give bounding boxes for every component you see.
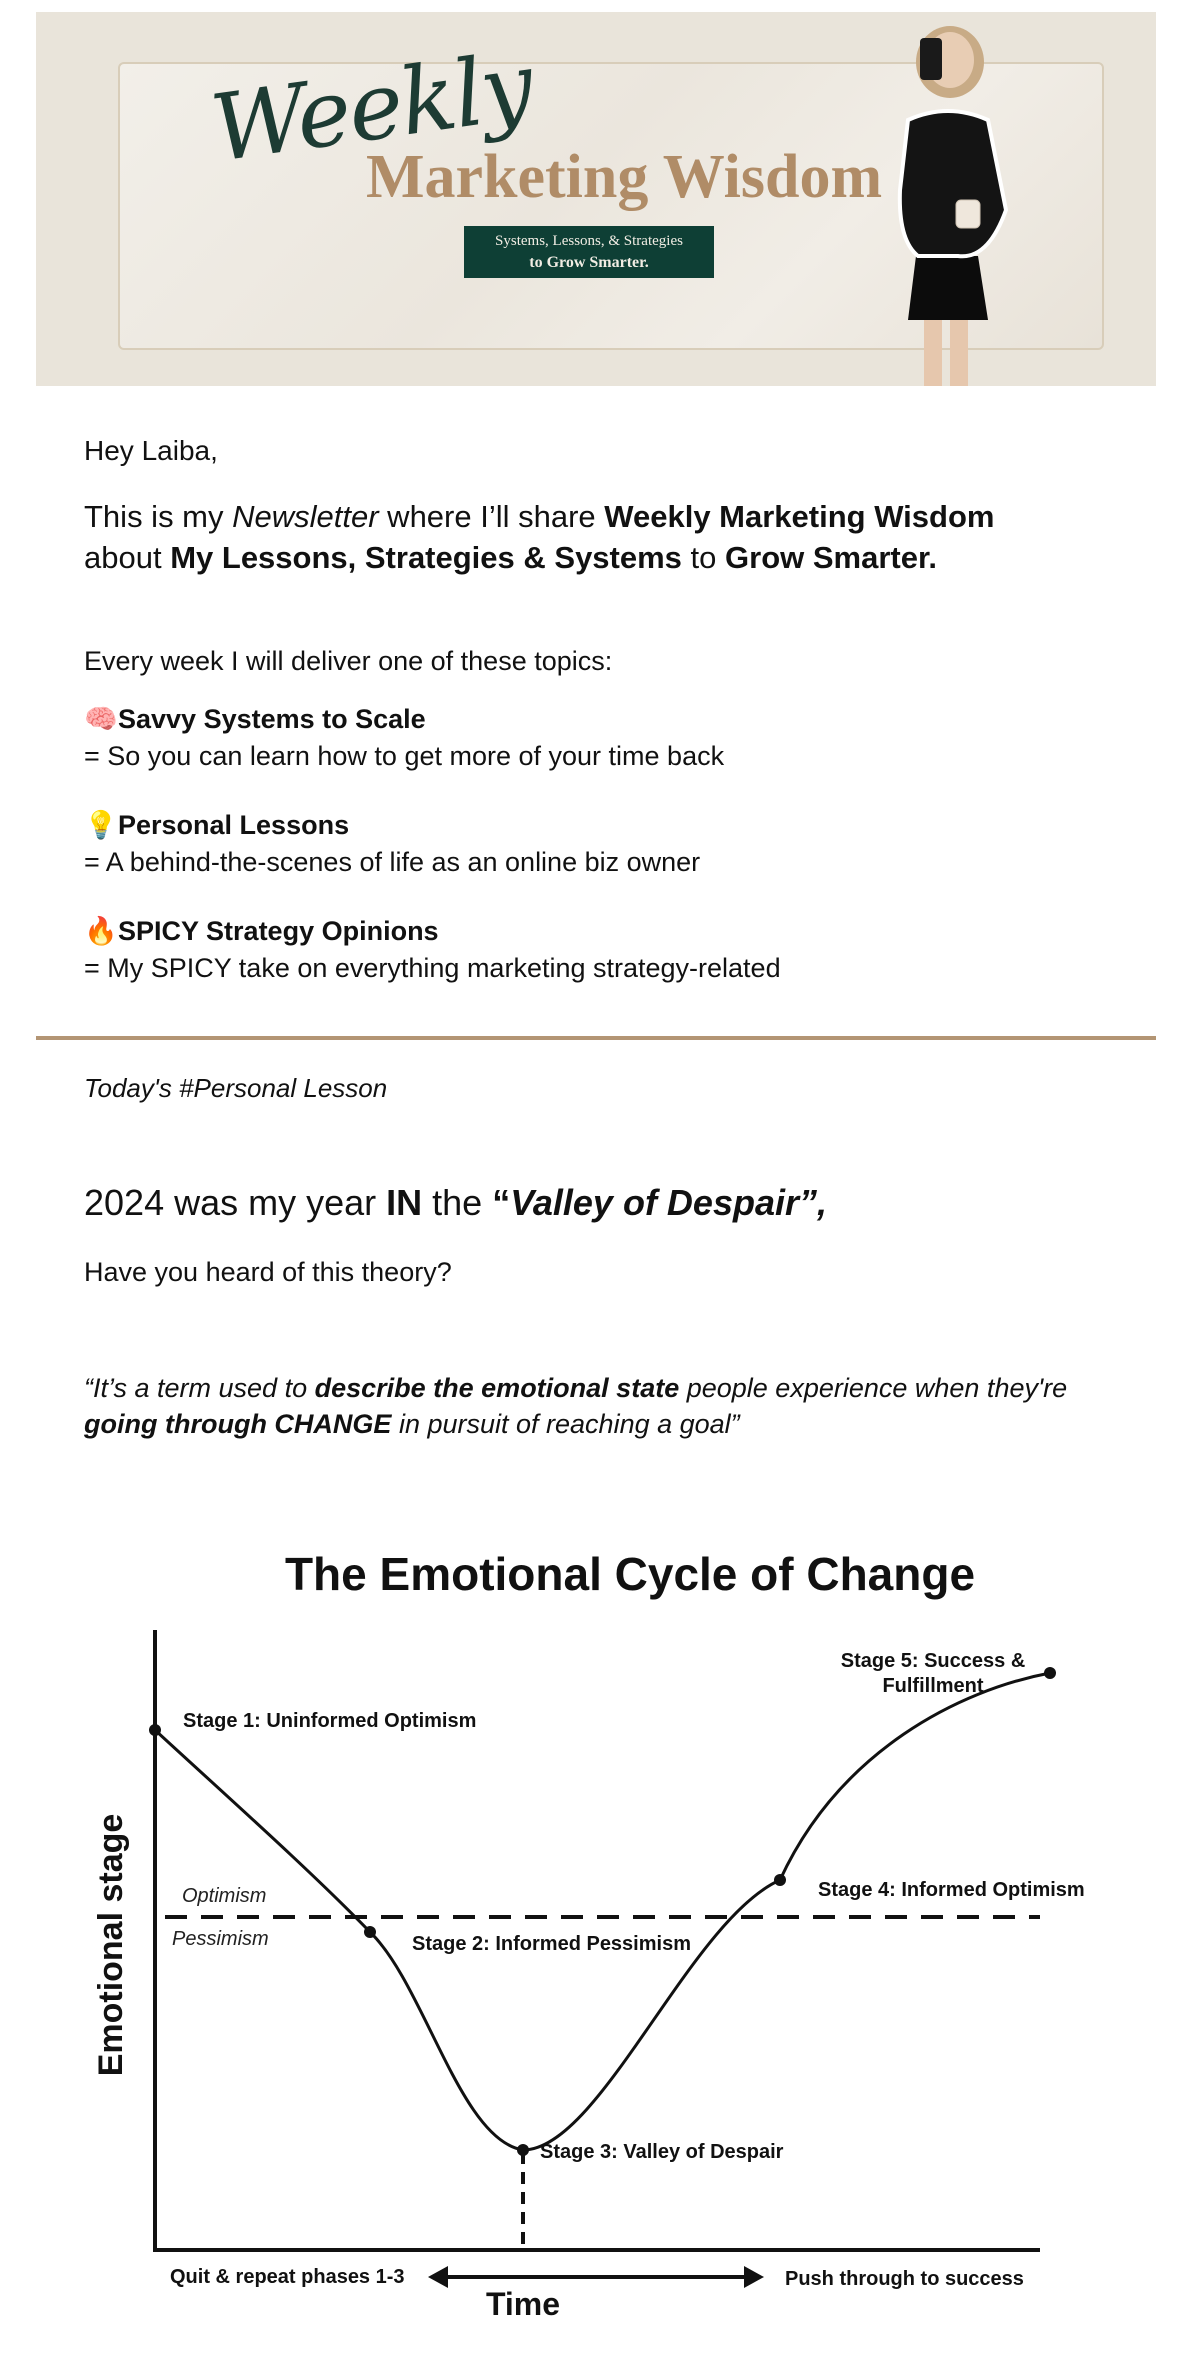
topic-title: Personal Lessons (118, 810, 350, 840)
intro-newsletter: Newsletter (232, 499, 379, 534)
stage-4-label: Stage 4: Informed Optimism (818, 1879, 1085, 1901)
banner-subtitle-line1: Systems, Lessons, & Strategies (495, 233, 683, 249)
intro-text: about (84, 540, 171, 575)
quote-text: “It’s a term used to (84, 1373, 315, 1403)
heading-text: 2024 was my year (84, 1182, 387, 1223)
section-divider (36, 1036, 1156, 1040)
definition-quote (84, 1370, 1144, 1442)
stage-4-point (774, 1874, 786, 1886)
topic-description: = A behind-the-scenes of life as an online biz owner (84, 847, 701, 877)
push-label: Push through to success (785, 2268, 1024, 2290)
pessimism-label: Pessimism (172, 1928, 269, 1950)
topic-title: Savvy Systems to Scale (118, 704, 426, 734)
stage-2-point (364, 1926, 376, 1938)
fire-icon: 🔥 (84, 916, 118, 947)
quote-text: in pursuit of reaching a goal” (391, 1409, 740, 1439)
brain-icon: 🧠 (84, 704, 118, 735)
lesson-heading (84, 1180, 827, 1226)
lightbulb-icon: 💡 (84, 810, 118, 841)
banner-title: Marketing Wisdom (366, 143, 883, 211)
chart-xlabel: Time (485, 2286, 561, 2320)
stage-2-label: Stage 2: Informed Pessimism (412, 1933, 691, 1955)
intro-weekly-wisdom: Weekly Marketing Wisdom (604, 499, 995, 534)
topic-description: = So you can learn how to get more of your time back (84, 741, 725, 771)
topic-systems (84, 701, 724, 775)
intro-lessons: My Lessons, Strategies & Systems (170, 540, 682, 575)
topic-title: SPICY Strategy Opinions (118, 916, 439, 946)
lesson-tag: Today's #Personal Lesson (84, 1073, 388, 1103)
heading-in: IN (386, 1182, 423, 1223)
quote-text: people experience when they're (679, 1373, 1068, 1403)
emotional-curve (155, 1673, 1050, 2150)
arrow-left-icon (428, 2266, 448, 2288)
intro-text: to (681, 540, 726, 575)
stage-5-label: Stage 5: Success & (840, 1650, 1026, 1672)
heading-text: the (422, 1182, 493, 1223)
emotional-cycle-chart (80, 1540, 1120, 2320)
quote-bold: going through CHANGE (84, 1409, 392, 1439)
banner-weekly-script: Weekly (205, 32, 538, 183)
author-photo (838, 20, 1038, 386)
quote-bold: describe the emotional state (314, 1373, 680, 1403)
stage-5-point (1044, 1667, 1056, 1679)
arrow-right-icon (744, 2266, 764, 2288)
intro-paragraph (84, 496, 1124, 578)
topic-description: = My SPICY take on everything marketing strategy-related (84, 953, 781, 983)
topic-spicy (84, 913, 781, 987)
intro-text: where I’ll share (378, 499, 605, 534)
topic-lessons (84, 807, 700, 881)
theory-question: Have you heard of this theory? (84, 1257, 452, 1287)
chart-title: The Emotional Cycle of Change (284, 1548, 976, 1600)
heading-valley: Valley of Despair”, (510, 1182, 827, 1223)
chart-ylabel: Emotional stage (92, 1813, 130, 2077)
heading-open-quote: “ (492, 1182, 511, 1223)
stage-5-label-line2: Fulfillment (882, 1675, 984, 1697)
stage-3-label: Stage 3: Valley of Despair (540, 2141, 784, 2163)
greeting: Hey Laiba, (84, 435, 218, 466)
banner-subtitle-line2: to Grow Smarter. (529, 254, 649, 271)
intro-grow-smarter: Grow Smarter. (725, 540, 937, 575)
optimism-label: Optimism (182, 1885, 267, 1907)
quit-label: Quit & repeat phases 1-3 (170, 2266, 405, 2288)
header-banner (36, 12, 1156, 386)
stage-1-point (149, 1724, 161, 1736)
banner-subtitle-box (464, 226, 714, 278)
topics-lead: Every week I will deliver one of these topics: (84, 646, 613, 676)
stage-1-label: Stage 1: Uninformed Optimism (183, 1710, 477, 1732)
intro-text: This is my (84, 499, 233, 534)
